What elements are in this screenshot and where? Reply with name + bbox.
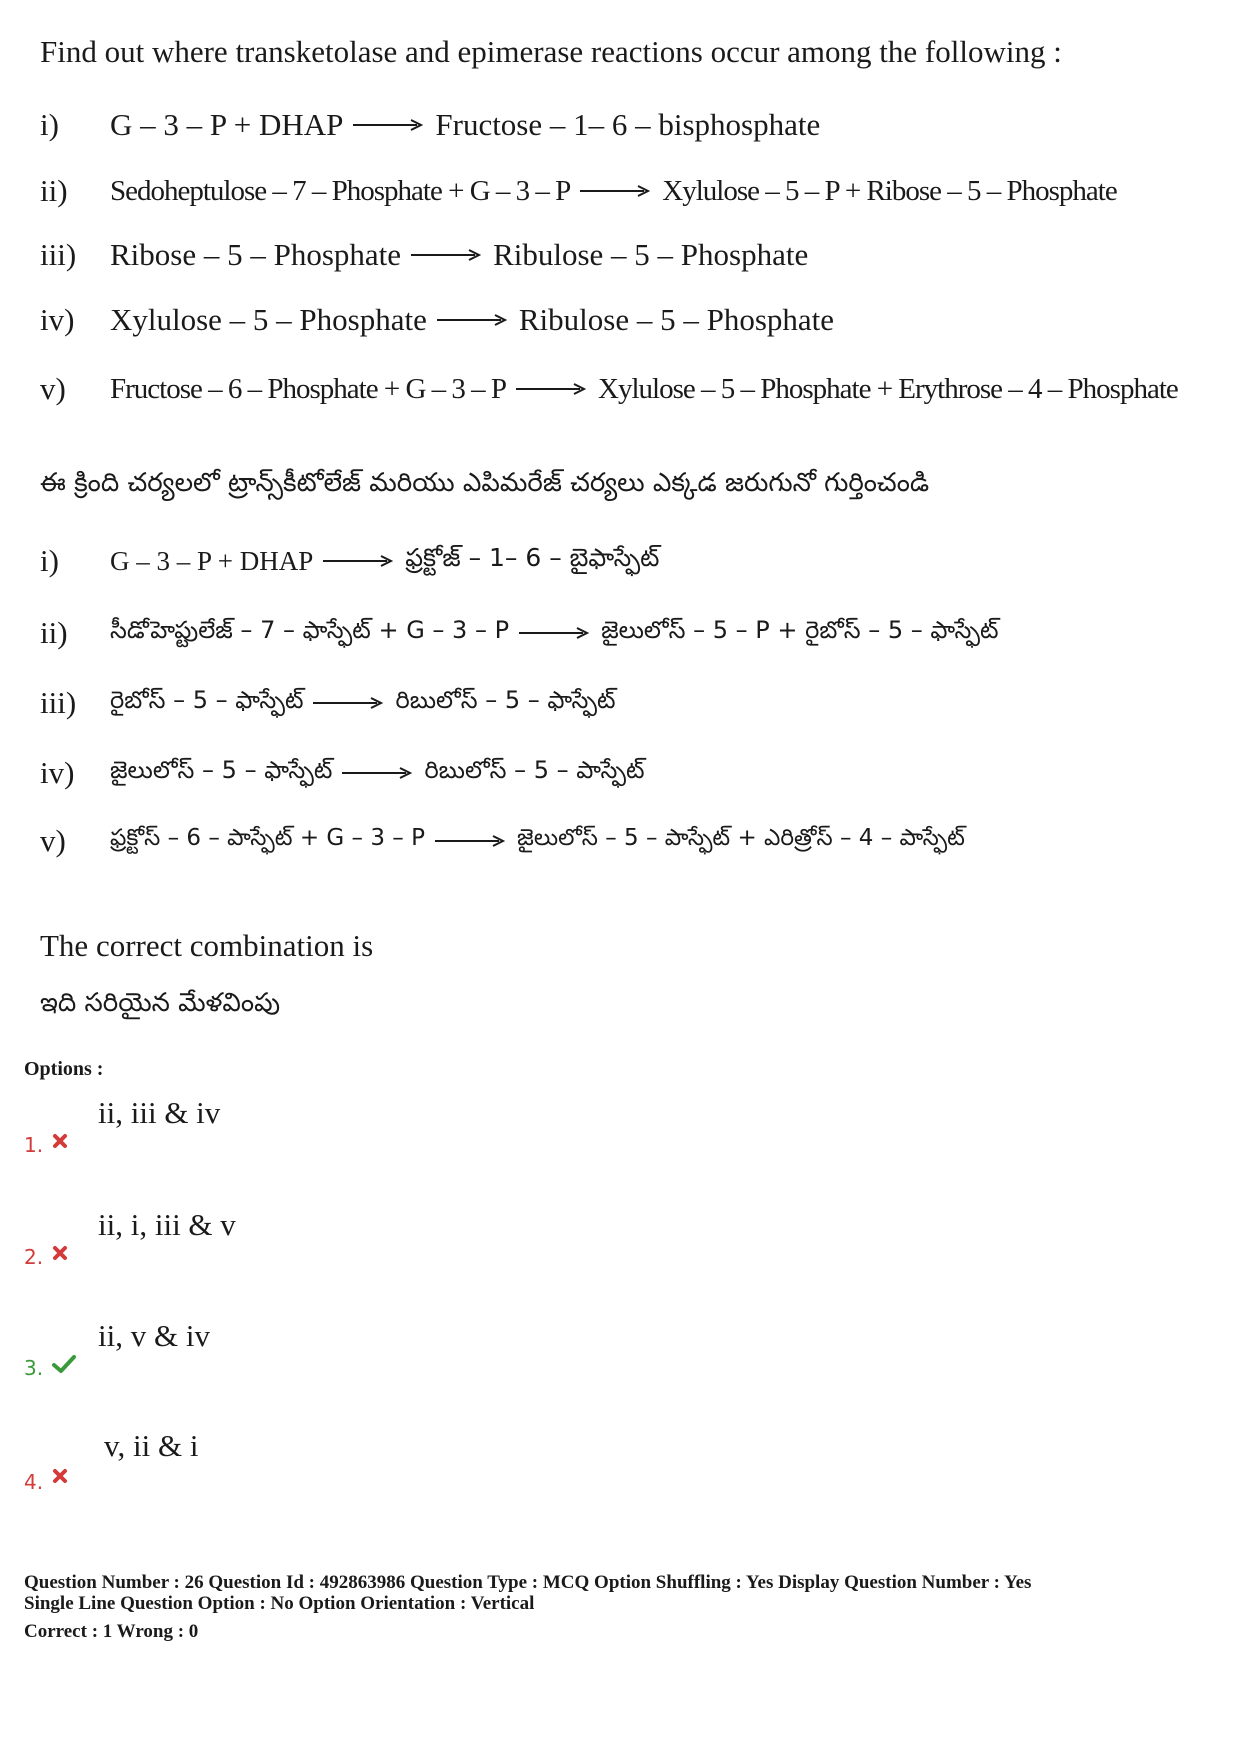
arrow-right-icon <box>435 834 507 848</box>
reaction-row-telugu <box>40 818 965 864</box>
reaction-number: ii) <box>40 615 68 650</box>
reaction-reactants: Ribose – 5 – Phosphate <box>110 237 402 272</box>
arrow-right-icon <box>437 313 509 327</box>
reaction-reactants: ఫ్రక్టోస్ – 6 – పాస్ఫేట్ + G – 3 – P <box>110 825 425 851</box>
reaction-row-telugu <box>40 750 645 796</box>
option-text: ii, i, iii & v <box>98 1207 236 1242</box>
question-meta-line-3: Correct : 1 Wrong : 0 <box>24 1621 199 1642</box>
reaction-row <box>40 366 1178 412</box>
reaction-number: iii) <box>40 685 77 720</box>
cross-icon <box>52 1133 68 1154</box>
arrow-right-icon <box>323 554 395 568</box>
reaction-products: రిబులోస్ – 5 – పాస్ఫేట్ <box>424 756 645 784</box>
option-index: 2. <box>24 1245 44 1269</box>
reaction-products: జైలులోస్ – 5 – పాస్ఫేట్ + ఎరిత్రోస్ – 4 – పాస్ఫేట్ <box>517 825 965 851</box>
option-index: 3. <box>24 1356 44 1380</box>
option-text: ii, v & iv <box>98 1318 210 1353</box>
reaction-reactants: G – 3 – P + DHAP <box>110 107 344 142</box>
reaction-number: iv) <box>40 302 75 337</box>
reaction-products: ఫ్రక్టోజ్ – 1– 6 – బైఫాస్ఫేట్ <box>405 543 660 572</box>
arrow-right-icon <box>342 766 414 780</box>
reaction-row <box>40 297 834 343</box>
reaction-number: iii) <box>40 237 77 272</box>
reaction-products: Xylulose – 5 – Phosphate + Erythrose – 4 – Phosphate <box>598 372 1178 405</box>
check-icon <box>52 1354 76 1379</box>
reaction-reactants: జైలులోస్ – 5 – ఫాస్ఫేట్ <box>110 756 333 784</box>
combination-prompt: The correct combination is <box>40 928 374 963</box>
reaction-reactants: సీడోహెప్టులేజ్ – 7 – ఫాస్ఫేట్ + G – 3 – P <box>110 616 510 644</box>
reaction-row <box>40 168 1117 214</box>
reaction-number: i) <box>40 543 59 578</box>
question-meta-line-2: Single Line Question Option : No Option Orientation : Vertical <box>24 1593 535 1614</box>
option-index: 1. <box>24 1133 44 1157</box>
reaction-number: i) <box>40 107 59 142</box>
option-index: 4. <box>24 1470 44 1494</box>
option-text: v, ii & i <box>104 1428 199 1463</box>
reaction-reactants: G – 3 – P + DHAP <box>110 545 314 576</box>
combination-prompt-telugu: ఇది సరియైన మేళవింపు <box>40 988 281 1018</box>
arrow-right-icon <box>411 248 483 262</box>
question-title: Find out where transketolase and epimerase reactions occur among the following : <box>40 34 1062 69</box>
reaction-row <box>40 232 808 278</box>
options-label: Options : <box>24 1058 104 1080</box>
arrow-right-icon <box>313 696 385 710</box>
reaction-row-telugu <box>40 610 999 656</box>
arrow-right-icon <box>519 626 591 640</box>
reaction-reactants: Fructose – 6 – Phosphate + G – 3 – P <box>110 372 507 405</box>
reaction-products: Ribulose – 5 – Phosphate <box>518 302 835 337</box>
question-title-telugu: ఈ క్రింది చర్యలలో ట్రాన్స్‌కీటోలేజ్ మరియు ఎపిమరేజ్ చర్యలు ఎక్కడ జరుగునో గుర్తించండి <box>40 468 930 498</box>
arrow-right-icon <box>353 118 425 132</box>
arrow-right-icon <box>580 184 652 198</box>
reaction-number: v) <box>40 823 66 858</box>
reaction-reactants: Sedoheptulose – 7 – Phosphate + G – 3 – P <box>110 174 571 207</box>
reaction-number: ii) <box>40 173 68 208</box>
question-meta-line-1: Question Number : 26 Question Id : 492863986 Question Type : MCQ Option Shuffling : Yes Display Question Number : Yes <box>24 1572 1032 1593</box>
reaction-products: జైలులోస్ – 5 – P + రైబోస్ – 5 – ఫాస్ఫేట్ <box>601 616 999 644</box>
reaction-number: iv) <box>40 755 75 790</box>
reaction-row <box>40 102 820 148</box>
reaction-products: రిబులోస్ – 5 – ఫాస్ఫేట్ <box>395 686 616 714</box>
reaction-row-telugu <box>40 538 660 584</box>
reaction-reactants: Xylulose – 5 – Phosphate <box>110 302 427 337</box>
reaction-reactants: రైబోస్ – 5 – ఫాస్ఫేట్ <box>110 686 304 714</box>
reaction-products: Fructose – 1– 6 – bisphosphate <box>435 107 821 142</box>
cross-icon <box>52 1468 68 1489</box>
arrow-right-icon <box>516 382 588 396</box>
option-text: ii, iii & iv <box>98 1095 221 1130</box>
reaction-number: v) <box>40 371 66 406</box>
reaction-row-telugu <box>40 680 616 726</box>
reaction-products: Ribulose – 5 – Phosphate <box>493 237 809 272</box>
cross-icon <box>52 1245 68 1266</box>
reaction-products: Xylulose – 5 – P + Ribose – 5 – Phosphate <box>662 174 1117 207</box>
